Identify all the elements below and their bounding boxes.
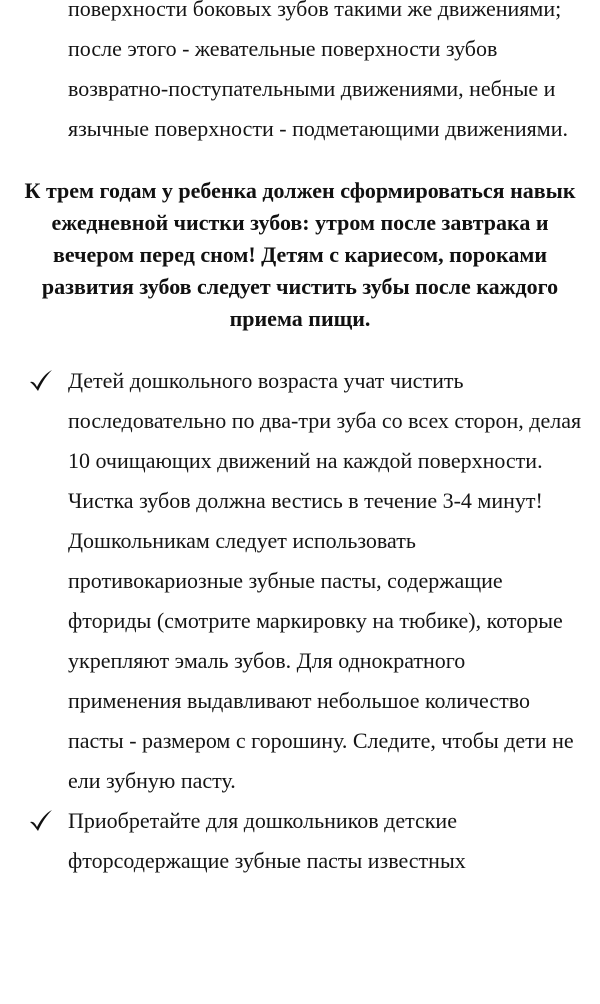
- bullet-text: Детей дошкольного возраста учат чистить последовательно по два-три зуба со всех сторон, делая 10 очищающих движений на каждой поверхности. Чистка зубов должна вестись в течение 3-4 минут! Дошкольникам следует использовать противокариозные зубные пасты, содержащие фториды (смотрите маркировку на тюбике), которые укрепляют эмаль зубов. Для однократного применения выдавливают небольшое количество пасты - размером с горошину. Следите, чтобы дети не ели зубную пасту.: [68, 368, 582, 793]
- intro-paragraph: поверхности боковых зубов такими же движениями; после этого - жевательные поверхности зубов возвратно-поступательными движениями, небные и язычные поверхности - подметающими движениями.: [68, 0, 568, 141]
- checkmark-icon: [28, 808, 54, 834]
- checkmark-icon: [28, 368, 54, 394]
- bullet-list: [0, 361, 600, 881]
- list-item: [0, 801, 600, 881]
- list-item: [0, 361, 600, 801]
- bullet-text: Приобретайте для дошкольников детские фторсодержащие зубные пасты известных: [68, 808, 466, 873]
- bold-notice: К трем годам у ребенка должен сформироваться навык ежедневной чистки зубов: утром после завтрака и вечером перед сном! Детям с кариесом, пороками развития зубов следует чистить зубы после каждого приема пищи.: [24, 178, 576, 331]
